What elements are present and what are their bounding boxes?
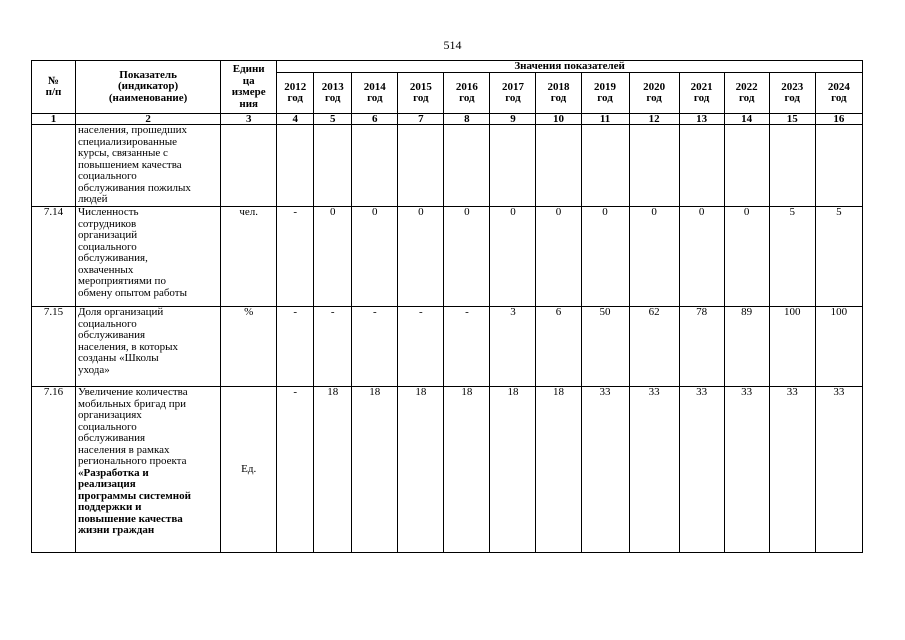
value-cell: 18: [444, 387, 490, 553]
value-cell: 33: [679, 387, 724, 553]
value-cell: 0: [352, 207, 398, 307]
table-row: [32, 125, 863, 207]
column-number: 10: [536, 114, 581, 125]
row-number: 7.14: [32, 207, 76, 307]
header-year-10: 2022 год: [724, 73, 769, 114]
value-cell: 50: [581, 307, 629, 387]
value-cell: -: [352, 307, 398, 387]
value-cell: 6: [536, 307, 581, 387]
indicator-name: Увеличение количества мобильных бригад при организациях социального обслуживания населения в рамках регионального проекта «Разработка и реализация программы системной поддержки и повышение качества жизни граждан: [76, 387, 221, 553]
header-num: № п/п: [32, 61, 76, 114]
value-cell: [536, 125, 581, 207]
header-year-6: 2018 год: [536, 73, 581, 114]
value-cell: [352, 125, 398, 207]
header-year-7: 2019 год: [581, 73, 629, 114]
table-row: [32, 307, 863, 387]
column-number: 11: [581, 114, 629, 125]
value-cell: 33: [769, 387, 815, 553]
value-cell: -: [398, 307, 444, 387]
header-year-5: 2017 год: [490, 73, 536, 114]
value-cell: 18: [490, 387, 536, 553]
value-cell: -: [444, 307, 490, 387]
value-cell: 18: [352, 387, 398, 553]
value-cell: 0: [581, 207, 629, 307]
value-cell: 0: [679, 207, 724, 307]
value-cell: 18: [398, 387, 444, 553]
value-cell: [769, 125, 815, 207]
column-number: 4: [277, 114, 314, 125]
column-number: 3: [221, 114, 277, 125]
value-cell: 0: [398, 207, 444, 307]
value-cell: -: [277, 207, 314, 307]
table-row: [32, 387, 863, 553]
header-year-9: 2021 год: [679, 73, 724, 114]
value-cell: 0: [724, 207, 769, 307]
value-cell: 18: [314, 387, 352, 553]
value-cell: [444, 125, 490, 207]
unit-cell: [221, 125, 277, 207]
value-cell: [629, 125, 679, 207]
value-cell: [581, 125, 629, 207]
unit-cell: чел.: [221, 207, 277, 307]
value-cell: 62: [629, 307, 679, 387]
value-cell: 0: [490, 207, 536, 307]
value-cell: 33: [629, 387, 679, 553]
row-number: 7.16: [32, 387, 76, 553]
value-cell: 78: [679, 307, 724, 387]
table-row: [32, 207, 863, 307]
indicators-table: [31, 60, 863, 553]
header-indicator: Показатель (индикатор) (наименование): [76, 61, 221, 114]
value-cell: 33: [724, 387, 769, 553]
column-number: 14: [724, 114, 769, 125]
header-unit: Едини ца измере ния: [221, 61, 277, 114]
unit-cell: %: [221, 307, 277, 387]
value-cell: [277, 125, 314, 207]
header-year-11: 2023 год: [769, 73, 815, 114]
header-year-3: 2015 год: [398, 73, 444, 114]
value-cell: -: [314, 307, 352, 387]
column-number: 13: [679, 114, 724, 125]
value-cell: [679, 125, 724, 207]
header-year-1: 2013 год: [314, 73, 352, 114]
value-cell: 100: [769, 307, 815, 387]
unit-cell: Ед.: [221, 387, 277, 553]
value-cell: -: [277, 307, 314, 387]
column-number: 5: [314, 114, 352, 125]
column-number: 6: [352, 114, 398, 125]
column-number: 2: [76, 114, 221, 125]
header-year-12: 2024 год: [815, 73, 862, 114]
column-number: 15: [769, 114, 815, 125]
column-number: 9: [490, 114, 536, 125]
value-cell: 5: [815, 207, 862, 307]
value-cell: 3: [490, 307, 536, 387]
value-cell: 5: [769, 207, 815, 307]
column-number: 1: [32, 114, 76, 125]
column-number: 7: [398, 114, 444, 125]
column-number: 16: [815, 114, 862, 125]
value-cell: 0: [314, 207, 352, 307]
value-cell: [815, 125, 862, 207]
value-cell: 0: [629, 207, 679, 307]
value-cell: -: [277, 387, 314, 553]
value-cell: [398, 125, 444, 207]
value-cell: [314, 125, 352, 207]
header-year-0: 2012 год: [277, 73, 314, 114]
row-number: 7.15: [32, 307, 76, 387]
value-cell: 0: [444, 207, 490, 307]
column-number: 8: [444, 114, 490, 125]
header-year-8: 2020 год: [629, 73, 679, 114]
column-number: 12: [629, 114, 679, 125]
header-values-group: Значения показателей: [277, 61, 863, 73]
value-cell: 33: [815, 387, 862, 553]
value-cell: [724, 125, 769, 207]
header-year-4: 2016 год: [444, 73, 490, 114]
value-cell: 18: [536, 387, 581, 553]
page-number: 514: [443, 38, 462, 52]
value-cell: [490, 125, 536, 207]
indicator-name: Численность сотрудников организаций социального обслуживания, охваченных мероприятиями по обмену опытом работы: [76, 207, 221, 307]
header-year-2: 2014 год: [352, 73, 398, 114]
value-cell: 33: [581, 387, 629, 553]
indicator-name: населения, прошедших специализированные курсы, связанные с повышением качества социального обслуживания пожилых людей: [76, 125, 221, 207]
value-cell: 0: [536, 207, 581, 307]
value-cell: 100: [815, 307, 862, 387]
row-number: [32, 125, 76, 207]
indicator-name: Доля организаций социального обслуживания населения, в которых созданы «Школы ухода»: [76, 307, 221, 387]
value-cell: 89: [724, 307, 769, 387]
